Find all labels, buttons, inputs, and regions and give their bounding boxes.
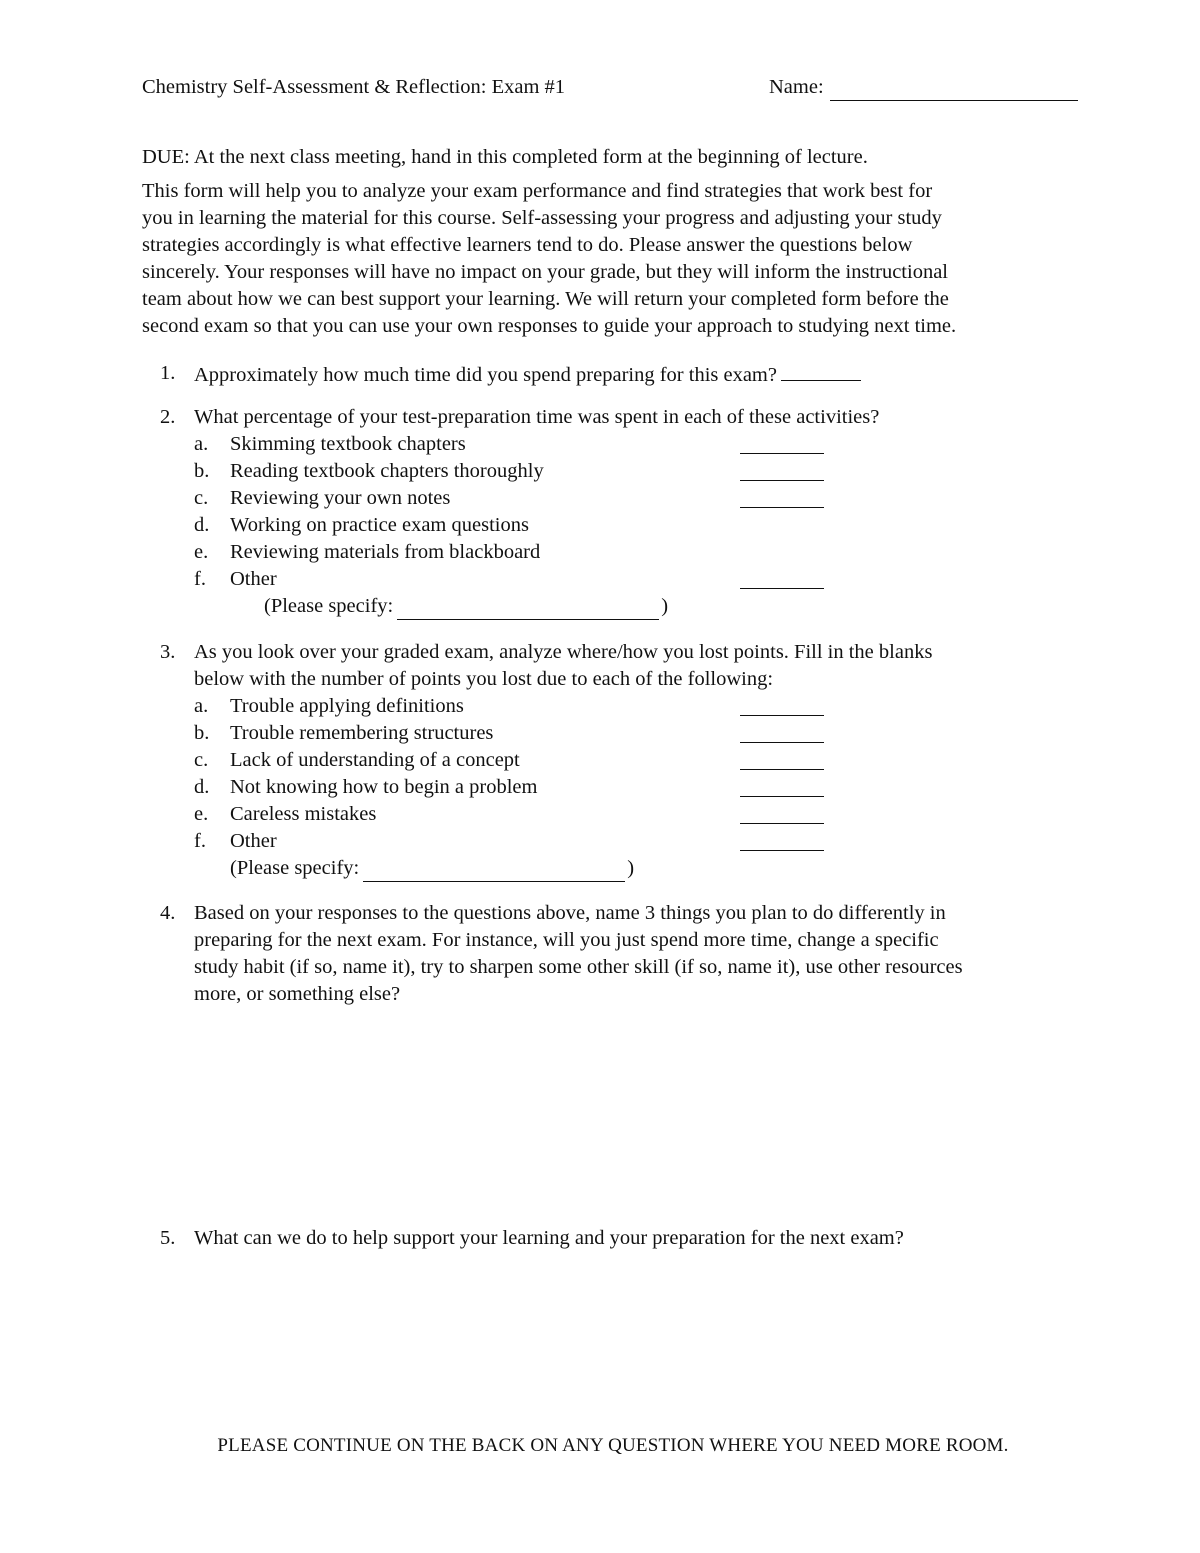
list-item: b. Reading textbook chapters thoroughly	[194, 458, 1084, 485]
list-item: c. Reviewing your own notes	[194, 485, 1084, 512]
question-text	[194, 639, 1084, 882]
question-3-text-line: As you look over your graded exam, analyze where/how you lost points. Fill in the blanks	[194, 641, 933, 663]
specify-blank[interactable]	[397, 597, 659, 620]
question-1	[142, 360, 1082, 390]
question-4	[142, 900, 1082, 1200]
name-label: Name:	[769, 76, 824, 98]
list-item: e. Careless mistakes	[194, 801, 1084, 828]
question-text	[194, 1225, 1084, 1252]
time-spent-blank[interactable]	[781, 360, 861, 381]
answer-blank[interactable]	[740, 828, 824, 851]
list-item: d. Working on practice exam questions	[194, 514, 529, 536]
answer-blank[interactable]	[740, 693, 824, 716]
list-item: d. Not knowing how to begin a problem	[194, 774, 1084, 801]
question-5-text: What can we do to help support your learning and your preparation for the next exam?	[194, 1227, 904, 1249]
list-item: b. Trouble remembering structures	[194, 720, 1084, 747]
list-item: f. Other	[194, 566, 1084, 593]
name-field-block	[769, 74, 1078, 101]
question-text	[194, 404, 1084, 620]
question-number: 1.	[160, 362, 176, 384]
due-statement: DUE: At the next class meeting, hand in this completed form at the beginning of lecture.	[142, 146, 868, 168]
intro-line: sincerely. Your responses will have no impact on your grade, but they will inform the instructional	[142, 261, 948, 283]
intro-line: team about how we can best support your learning. We will return your completed form before the	[142, 288, 949, 310]
question-4-text-line: preparing for the next exam. For instance, will you just spend more time, change a specific	[194, 929, 939, 951]
intro-line: second exam so that you can use your own responses to guide your approach to studying next time.	[142, 315, 957, 337]
question-4-text-line: study habit (if so, name it), try to sharpen some other skill (if so, name it), use other resources	[194, 956, 963, 978]
list-item: a. Skimming textbook chapters	[194, 431, 1084, 458]
question-text	[194, 360, 1084, 389]
answer-blank[interactable]	[740, 747, 824, 770]
question-3	[142, 639, 1082, 889]
question-2-text: What percentage of your test-preparation time was spent in each of these activities?	[194, 406, 880, 428]
list-item: f. Other	[194, 828, 1084, 855]
specify-blank[interactable]	[363, 859, 625, 882]
question-1-text: Approximately how much time did you spend preparing for this exam?	[194, 364, 777, 386]
intro-line: This form will help you to analyze your exam performance and find strategies that work best for	[142, 180, 933, 202]
intro-paragraph	[142, 178, 1077, 340]
question-2	[142, 404, 1082, 624]
list-item: c. Lack of understanding of a concept	[194, 747, 1084, 774]
intro-line: you in learning the material for this course. Self-assessing your progress and adjusting your study	[142, 207, 942, 229]
footer-note: PLEASE CONTINUE ON THE BACK ON ANY QUESTION WHERE YOU NEED MORE ROOM.	[217, 1435, 1009, 1456]
list-item: e. Reviewing materials from blackboard	[194, 541, 541, 563]
header	[142, 74, 1086, 104]
question-number: 5.	[160, 1227, 176, 1249]
answer-blank[interactable]	[740, 801, 824, 824]
question-4-text-line: more, or something else?	[194, 983, 401, 1005]
answer-blank[interactable]	[740, 566, 824, 589]
question-number: 4.	[160, 902, 176, 924]
question-5	[142, 1225, 1082, 1425]
answer-blank[interactable]	[740, 458, 824, 481]
answer-blank[interactable]	[740, 485, 824, 508]
document-title: Chemistry Self-Assessment & Reflection: Exam #1	[142, 76, 566, 98]
question-3-text-line: below with the number of points you lost due to each of the following:	[194, 668, 774, 690]
specify-line: (Please specify: )	[194, 593, 1084, 620]
question-number: 2.	[160, 406, 176, 428]
list-item: a. Trouble applying definitions	[194, 693, 1084, 720]
specify-line: (Please specify: )	[194, 855, 1084, 882]
answer-blank[interactable]	[740, 720, 824, 743]
question-4-text-line: Based on your responses to the questions above, name 3 things you plan to do differently in	[194, 902, 946, 924]
question-number: 3.	[160, 641, 176, 663]
question-text	[194, 900, 1084, 1008]
name-blank[interactable]	[830, 78, 1078, 101]
answer-blank[interactable]	[740, 431, 824, 454]
intro-line: strategies accordingly is what effective learners tend to do. Please answer the questions below	[142, 234, 913, 256]
answer-blank[interactable]	[740, 774, 824, 797]
